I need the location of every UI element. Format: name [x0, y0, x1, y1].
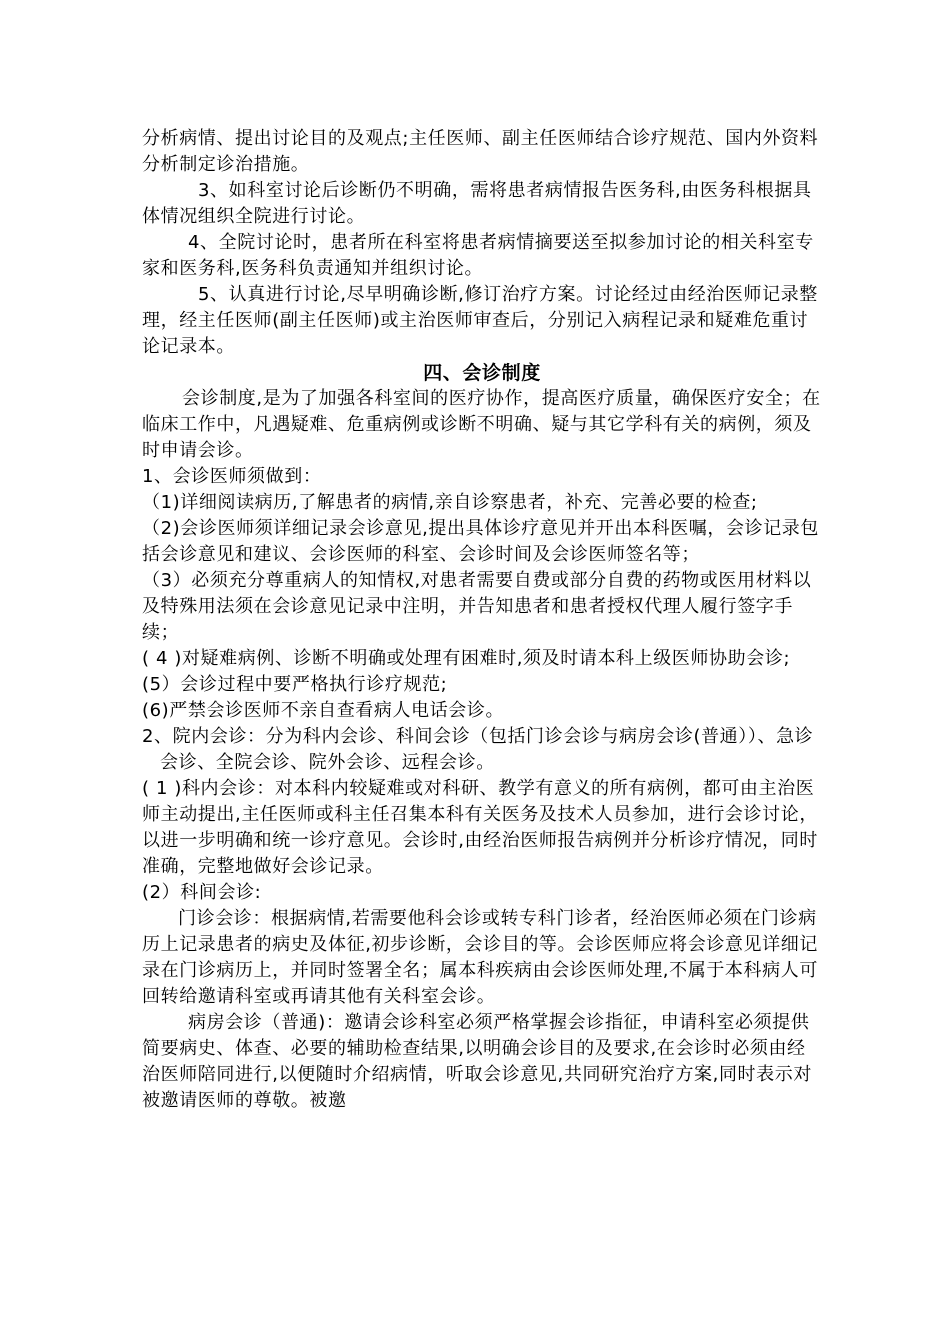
paragraph-discussion-analysis: 分析病情、提出讨论目的及观点;主任医师、副主任医师结合诊疗规范、国内外资料分析制定诊治措施。 [142, 128, 819, 175]
document-body [142, 126, 822, 1114]
paragraph-duty-2: （2)会诊医师须详细记录会诊意见,提出具体诊疗意见并开出本科医嘱，会诊记录包括会诊意见和建议、会诊医师的科室、会诊时间及会诊医师签名等； [142, 518, 819, 565]
paragraph-item-4: 4、全院讨论时，患者所在科室将患者病情摘要送至拟参加讨论的相关科室专家和医务科,医务科负责通知并组织讨论。 [142, 232, 814, 279]
paragraph-outpatient-consultation: 门诊会诊：根据病情,若需要他科会诊或转专科门诊者，经治医师必须在门诊病历上记录患者的病史及体征,初步诊断，会诊目的等。会诊医师应将会诊意见详细记录在门诊病历上，并同时签署全名；属本科疾病由会诊医师处理,不属于本科病人可回转给邀请科室或再请其他有关科室会诊。 [142, 908, 818, 1007]
paragraph-duty-5: (5）会诊过程中要严格执行诊疗规范; [142, 674, 448, 695]
paragraph-inter-department-heading: (2）科间会诊: [142, 882, 262, 903]
paragraph-consultation-intro: 会诊制度,是为了加强各科室间的医疗协作，提高医疗质量，确保医疗安全；在临床工作中，凡遇疑难、危重病例或诊断不明确、疑与其它学科有关的病例，须及时申请会诊。 [142, 388, 821, 461]
paragraph-intra-department: ( 1 )科内会诊：对本科内较疑难或对科研、教学有意义的所有病例，都可由主治医师主动提出,主任医师或科主任召集本科有关医务及技术人员参加，进行会诊讨论，以进一步明确和统一诊疗意见。会诊时,由经治医师报告病例并分析诊疗情况，同时准确，完整地做好会诊记录。 [142, 778, 818, 877]
paragraph-duty-3: （3）必须充分尊重病人的知情权,对患者需要自费或部分自费的药物或医用材料以及特殊用法须在会诊意见记录中注明，并告知患者和患者授权代理人履行签字手续； [142, 570, 812, 643]
paragraph-hospital-consultation: 2、院内会诊：分为科内会诊、科间会诊（包括门诊会诊与病房会诊(普通））、急诊会诊、全院会诊、院外会诊、远程会诊。 [142, 726, 814, 773]
paragraph-consultant-duties-heading: 1、会诊医师须做到： [142, 466, 322, 487]
section-title: 四、会诊制度 [423, 362, 541, 384]
paragraph-duty-4: ( 4 )对疑难病例、诊断不明确或处理有困难时,须及时请本科上级医师协助会诊; [142, 648, 791, 669]
paragraph-duty-1: （1)详细阅读病历,了解患者的病情,亲自诊察患者，补充、完善必要的检查; [142, 492, 758, 513]
paragraph-duty-6: (6)严禁会诊医师不亲自查看病人电话会诊。 [142, 700, 505, 721]
paragraph-ward-consultation: 病房会诊（普通)：邀请会诊科室必须严格掌握会诊指征，申请科室必须提供简要病史、体查、必要的辅助检查结果,以明确会诊目的及要求,在会诊时必须由经治医师陪同进行,以便随时介绍病情，听取会诊意见,共同研究治疗方案,同时表示对被邀请医师的尊敬。被邀 [142, 1012, 812, 1111]
paragraph-item-5: 5、认真进行讨论,尽早明确诊断,修订治疗方案。讨论经过由经治医师记录整理，经主任医师(副主任医师)或主治医师审查后，分别记入病程记录和疑难危重讨论记录本。 [142, 284, 818, 357]
paragraph-item-3: 3、如科室讨论后诊断仍不明确，需将患者病情报告医务科,由医务科根据具体情况组织全院进行讨论。 [142, 180, 812, 227]
